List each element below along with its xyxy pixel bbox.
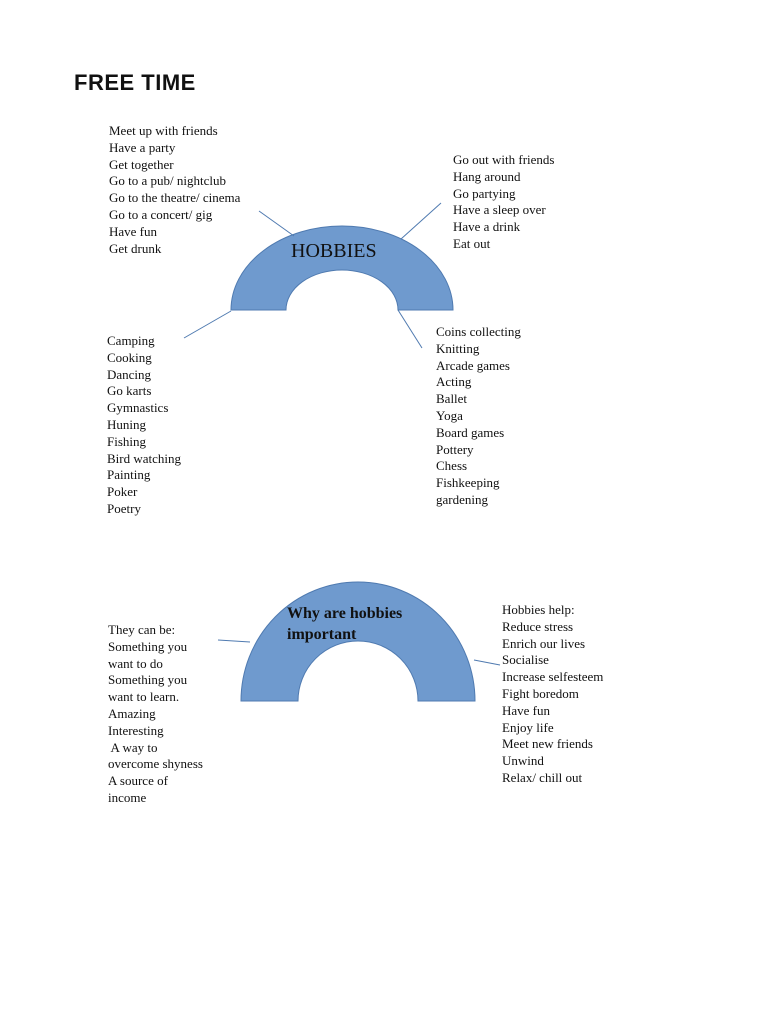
list-item: Gymnastics xyxy=(107,400,169,416)
activities-list xyxy=(107,333,181,518)
list-item: Chess xyxy=(436,458,468,474)
importance-center-label: Why are hobbies important xyxy=(287,605,403,643)
list-item: Have a drink xyxy=(453,219,521,235)
list-item: Meet new friends xyxy=(502,736,593,752)
list-item: Huning xyxy=(107,416,146,432)
list-item: They can be: xyxy=(108,622,176,637)
connector-bottom-left xyxy=(184,311,231,338)
list-item: Something you xyxy=(108,672,188,688)
list-item: Something you xyxy=(108,638,188,654)
hobbies-arch xyxy=(231,226,453,310)
list-item: want to do xyxy=(108,655,163,671)
list-item: A way to xyxy=(108,739,158,755)
list-item: Board games xyxy=(436,424,505,440)
list-item: Increase selfesteem xyxy=(502,669,604,685)
list-item: Get drunk xyxy=(109,240,162,256)
list-item: Go partying xyxy=(453,185,516,201)
hobbies-can-be-list xyxy=(108,622,203,807)
connector-right xyxy=(474,660,500,665)
list-item: Eat out xyxy=(453,235,491,251)
list-item: gardening xyxy=(436,491,488,507)
list-item: Have fun xyxy=(109,223,158,239)
list-item: Meet up with friends xyxy=(109,123,218,138)
list-item: Ballet xyxy=(436,391,468,407)
list-item: Hang around xyxy=(453,168,521,184)
connector-left xyxy=(218,640,250,642)
list-item: Painting xyxy=(107,467,151,483)
list-item: Unwind xyxy=(502,753,544,769)
hobbies-help-list xyxy=(502,602,603,787)
list-item: Go to the theatre/ cinema xyxy=(109,190,241,206)
list-item: Fight boredom xyxy=(502,685,579,701)
list-item: Knitting xyxy=(436,340,480,356)
list-item: Cooking xyxy=(107,349,152,365)
list-item: Poetry xyxy=(107,500,141,516)
list-item: Have a sleep over xyxy=(453,202,546,218)
list-item: Camping xyxy=(107,333,155,348)
hobbies-center-label: HOBBIES xyxy=(291,240,377,262)
list-item: Interesting xyxy=(108,722,164,738)
list-item: Go karts xyxy=(107,383,152,399)
connector-top-right xyxy=(401,203,441,239)
list-item: Fishkeeping xyxy=(436,475,500,491)
list-item: Coins collecting xyxy=(436,324,521,339)
list-item: Have fun xyxy=(502,702,551,718)
list-item: Dancing xyxy=(107,366,152,382)
list-item: Hobbies help: xyxy=(502,602,575,617)
list-item: Pottery xyxy=(436,441,474,457)
list-item: Reduce stress xyxy=(502,618,574,634)
going-out-list xyxy=(453,152,554,253)
list-item: Arcade games xyxy=(436,357,510,373)
connector-bottom-right xyxy=(398,310,422,348)
page-title: FREE TIME xyxy=(74,70,196,95)
pastimes-list xyxy=(436,324,521,509)
list-item: overcome shyness xyxy=(108,756,203,772)
list-item: Fishing xyxy=(107,433,147,449)
connector-top-left xyxy=(259,211,294,236)
list-item: Bird watching xyxy=(107,450,182,466)
list-item: income xyxy=(108,789,147,805)
list-item: Go to a concert/ gig xyxy=(109,206,213,222)
list-item: A source of xyxy=(108,773,168,789)
list-item: Socialise xyxy=(502,652,549,668)
list-item: Get together xyxy=(109,156,174,172)
list-item: Yoga xyxy=(436,407,463,423)
list-item: Poker xyxy=(107,484,138,500)
list-item: Go out with friends xyxy=(453,152,555,167)
list-item: Enjoy life xyxy=(502,719,554,735)
list-item: Have a party xyxy=(109,139,176,155)
list-item: Enrich our lives xyxy=(502,635,586,651)
list-item: Relax/ chill out xyxy=(502,769,583,785)
list-item: Go to a pub/ nightclub xyxy=(109,173,226,189)
social-activities-list xyxy=(109,123,240,257)
list-item: Amazing xyxy=(108,705,156,721)
list-item: Acting xyxy=(436,374,472,390)
list-item: want to learn. xyxy=(108,689,180,705)
